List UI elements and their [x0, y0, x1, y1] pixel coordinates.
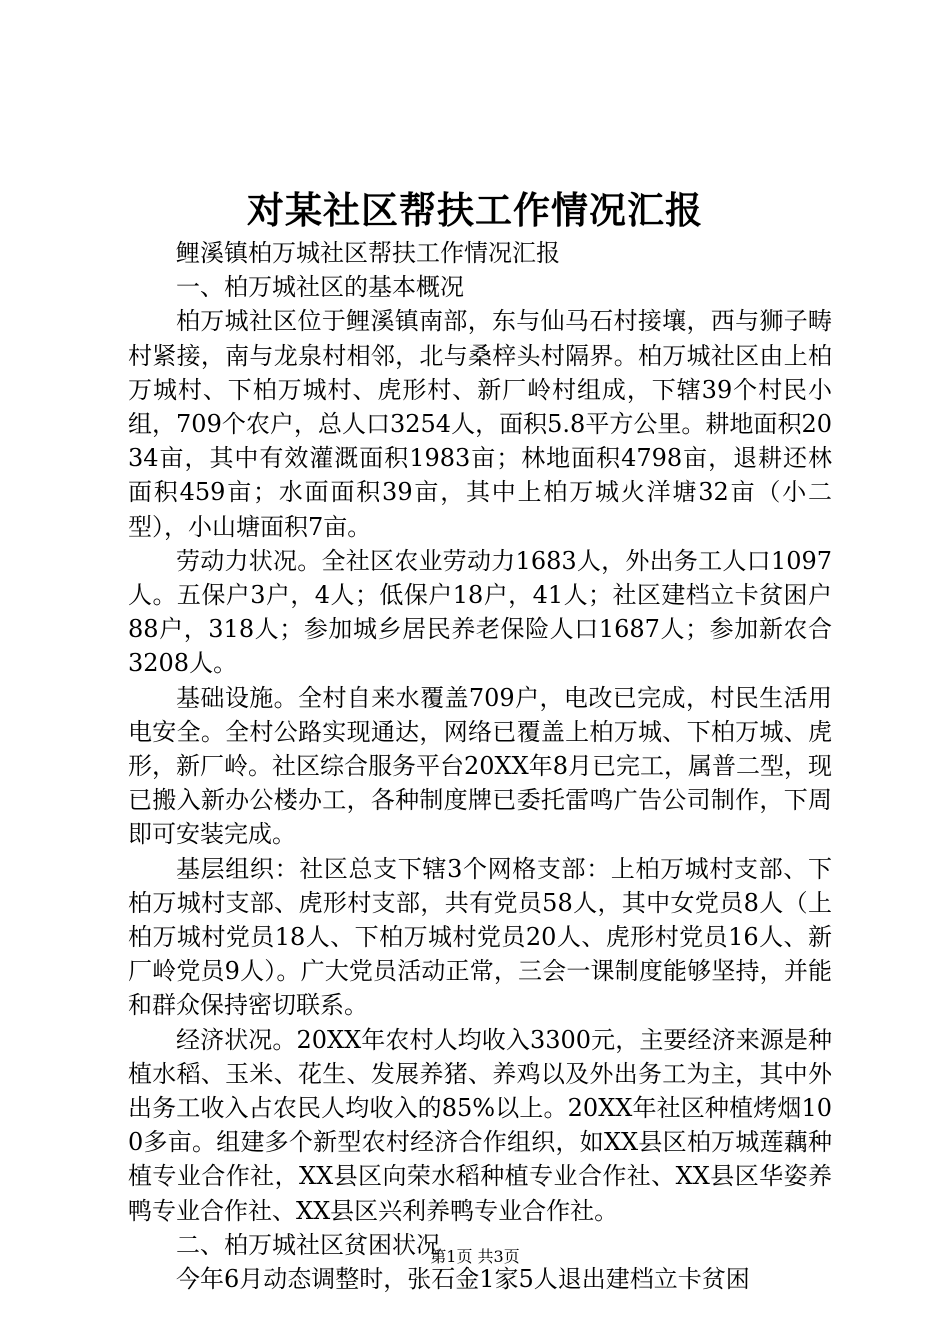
- document-title: 对某社区帮扶工作情况汇报: [247, 188, 703, 232]
- paragraph-organization: 基层组织：社区总支下辖3个网格支部：上柏万城村支部、下柏万城村支部、虎形村支部，共有党员58人，其中女党员8人（上柏万城村党员18人、下柏万城村党员20人、虎形村党员16人、新厂岭党员9人）。广大党员活动正常，三会一课制度能够坚持，并能和群众保持密切联系。: [128, 854, 832, 1020]
- paragraph-infrastructure: 基础设施。全村自来水覆盖709户，电改已完成，村民生活用电安全。全村公路实现通达，网络已覆盖上柏万城、下柏万城、虎形，新厂岭。社区综合服务平台20XX年8月已完工，属普二型，现已搬入新办公楼办工，各种制度牌已委托雷鸣广告公司制作，下周即可安装完成。: [128, 683, 832, 849]
- section-heading-overview: 一、柏万城社区的基本概况: [176, 273, 464, 302]
- paragraph-location: 柏万城社区位于鲤溪镇南部，东与仙马石村接壤，西与狮子畴村紧接，南与龙泉村相邻，北与桑梓头村隔界。柏万城社区由上柏万城村、下柏万城村、虎形村、新厂岭村组成，下辖39个村民小组，709个农户，总人口3254人，面积5.8平方公里。耕地面积2034亩，其中有效灌溉面积1983亩；林地面积4798亩，退耕还林面积459亩；水面面积39亩，其中上柏万城火洋塘32亩（小二型），小山塘面积7亩。: [128, 307, 832, 541]
- paragraph-subtitle: 鲤溪镇柏万城社区帮扶工作情况汇报: [176, 239, 560, 267]
- section-heading-poverty: 二、柏万城社区贫困状况: [176, 1230, 440, 1259]
- paragraph-economy: 经济状况。20XX年农村人均收入3300元，主要经济来源是种植水稻、玉米、花生、发展养猪、养鸡以及外出务工为主，其中外出务工收入占农民人均收入的85%以上。20XX年社区种植烤烟100多亩。组建多个新型农村经济合作组织，如XX县区柏万城莲藕种植专业合作社，XX县区向荣水稻种植专业合作社、XX县区华姿养鸭专业合作社、XX县区兴利养鸭专业合作社。: [128, 1025, 832, 1225]
- document-body: [128, 236, 832, 1296]
- paragraph-poverty: 今年6月动态调整时，张石金1家5人退出建档立卡贫困: [176, 1265, 750, 1294]
- paragraph-labor: 劳动力状况。全社区农业劳动力1683人，外出务工人口1097人。五保户3户，4人；低保户18户，41人；社区建档立卡贫困户88户，318人；参加城乡居民养老保险人口1687人；参加新农合3208人。: [128, 546, 832, 678]
- page-footer: 第1页 共3页: [430, 1247, 520, 1266]
